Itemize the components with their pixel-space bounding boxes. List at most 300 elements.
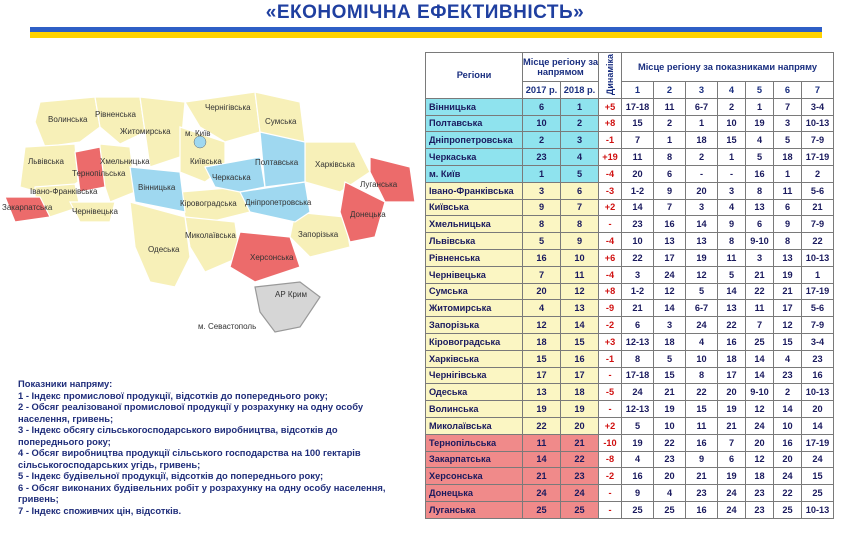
- indicator-cell: 11: [746, 300, 774, 317]
- page-title: «ЕКОНОМІЧНА ЕФЕКТИВНІСТЬ»: [265, 2, 585, 23]
- indicator-cell: 21: [746, 266, 774, 283]
- indicator-cell: 15: [622, 115, 654, 132]
- region-name-cell: Дніпропетровська: [426, 132, 523, 149]
- header-col-6: 6: [774, 82, 802, 99]
- indicator-cell: 8: [622, 350, 654, 367]
- indicator-cell: 21: [622, 300, 654, 317]
- indicator-cell: 3: [774, 115, 802, 132]
- indicator-cell: 7-9: [802, 216, 834, 233]
- indicator-cell: 23: [774, 367, 802, 384]
- table-row: [426, 468, 834, 485]
- indicator-cell: 12: [686, 266, 718, 283]
- region-name-cell: Вінницька: [426, 98, 523, 115]
- legend-item: 1 - Індекс промислової продукції, відсотків до попереднього року;: [18, 389, 328, 401]
- indicator-cell: 24: [802, 451, 834, 468]
- label-zhytomyrska: Житомирська: [120, 127, 171, 136]
- header-place: Місце регіону за напрямом: [523, 53, 599, 82]
- indicator-cell: 7-9: [802, 317, 834, 334]
- indicator-cell: 3-4: [802, 333, 834, 350]
- indicator-cell: 11: [718, 249, 746, 266]
- place-2017-cell: 18: [523, 333, 561, 350]
- indicator-cell: 9: [718, 216, 746, 233]
- place-2017-cell: 12: [523, 317, 561, 334]
- header-indicators: Місце регіону за показниками напряму: [622, 53, 834, 82]
- place-2018-cell: 7: [561, 199, 599, 216]
- label-lvivska: Львівська: [28, 157, 64, 166]
- indicator-cell: 8: [686, 367, 718, 384]
- indicator-cell: 12: [774, 317, 802, 334]
- indicator-cell: 10: [654, 417, 686, 434]
- indicator-cell: 12: [654, 283, 686, 300]
- table-row: [426, 182, 834, 199]
- region-name-cell: Одеська: [426, 384, 523, 401]
- indicator-cell: 8: [718, 233, 746, 250]
- indicator-cell: 17-18: [622, 98, 654, 115]
- region-name-cell: м. Київ: [426, 165, 523, 182]
- indicator-cell: 23: [654, 451, 686, 468]
- dynamics-cell: -9: [599, 300, 622, 317]
- header-col-4: 4: [718, 82, 746, 99]
- indicator-cell: 6: [622, 317, 654, 334]
- indicator-cell: 10-13: [802, 384, 834, 401]
- dynamics-cell: -: [599, 367, 622, 384]
- indicator-cell: 5: [718, 266, 746, 283]
- table-row: [426, 451, 834, 468]
- indicator-cell: 25: [802, 485, 834, 502]
- place-2017-cell: 21: [523, 468, 561, 485]
- indicator-cell: 11: [774, 182, 802, 199]
- indicator-cell: 10-13: [802, 501, 834, 518]
- indicator-cell: 17-18: [622, 367, 654, 384]
- indicator-cell: 9: [622, 485, 654, 502]
- indicator-cell: 1: [686, 115, 718, 132]
- place-2017-cell: 5: [523, 233, 561, 250]
- place-2017-cell: 19: [523, 401, 561, 418]
- header-dynamics: [599, 53, 622, 99]
- header-col-5: 5: [746, 82, 774, 99]
- table-row: [426, 283, 834, 300]
- indicator-cell: 6: [718, 451, 746, 468]
- indicator-cell: 20: [654, 468, 686, 485]
- indicator-cell: 9: [654, 182, 686, 199]
- region-name-cell: Миколаївська: [426, 417, 523, 434]
- label-ternopilska: Тернопільська: [72, 169, 126, 178]
- label-sevastopol: м. Севастополь: [198, 322, 257, 331]
- place-2018-cell: 3: [561, 132, 599, 149]
- table-row: [426, 417, 834, 434]
- indicator-cell: 5: [686, 283, 718, 300]
- place-2018-cell: 25: [561, 501, 599, 518]
- place-2018-cell: 17: [561, 367, 599, 384]
- place-2017-cell: 16: [523, 249, 561, 266]
- table-row: [426, 115, 834, 132]
- dynamics-cell: -4: [599, 266, 622, 283]
- indicator-cell: 5: [746, 149, 774, 166]
- region-name-cell: Житомирська: [426, 300, 523, 317]
- indicator-cell: 11: [654, 98, 686, 115]
- indicator-cell: 7: [718, 434, 746, 451]
- indicator-cell: 6-7: [686, 300, 718, 317]
- indicator-cell: 7-9: [802, 132, 834, 149]
- indicator-cell: 20: [622, 165, 654, 182]
- place-2018-cell: 22: [561, 451, 599, 468]
- place-2018-cell: 24: [561, 485, 599, 502]
- place-2017-cell: 3: [523, 182, 561, 199]
- indicator-cell: 14: [746, 350, 774, 367]
- region-name-cell: Львівська: [426, 233, 523, 250]
- indicator-cell: 16: [746, 165, 774, 182]
- indicator-cell: 10: [718, 115, 746, 132]
- indicator-cell: 13: [718, 300, 746, 317]
- region-name-cell: Харківська: [426, 350, 523, 367]
- indicator-cell: 5: [654, 350, 686, 367]
- indicator-cell: 1: [746, 98, 774, 115]
- table-row: [426, 98, 834, 115]
- indicator-cell: 1: [654, 132, 686, 149]
- label-volynska: Волинська: [48, 115, 88, 124]
- indicator-cell: 12: [746, 451, 774, 468]
- place-2017-cell: 22: [523, 417, 561, 434]
- place-2018-cell: 20: [561, 417, 599, 434]
- dynamics-cell: -: [599, 401, 622, 418]
- indicator-cell: 2: [654, 115, 686, 132]
- indicator-cell: 17-19: [802, 434, 834, 451]
- indicator-cell: 3: [746, 249, 774, 266]
- indicator-cell: 16: [686, 501, 718, 518]
- indicator-cell: 23: [746, 485, 774, 502]
- table-row: [426, 384, 834, 401]
- label-dnipro: Дніпропетровська: [245, 198, 312, 207]
- indicator-cell: 21: [718, 417, 746, 434]
- dynamics-cell: -: [599, 216, 622, 233]
- region-name-cell: Закарпатська: [426, 451, 523, 468]
- dynamics-cell: +6: [599, 249, 622, 266]
- label-zakarpatska: Закарпатська: [2, 203, 53, 212]
- indicator-cell: 17: [654, 249, 686, 266]
- label-rivnenska: Рівненська: [95, 110, 136, 119]
- indicator-cell: 2: [686, 149, 718, 166]
- dynamics-cell: -5: [599, 384, 622, 401]
- place-2017-cell: 23: [523, 149, 561, 166]
- table-row: [426, 317, 834, 334]
- indicator-cell: 11: [622, 149, 654, 166]
- indicator-cell: 16: [686, 434, 718, 451]
- indicator-cell: 16: [774, 434, 802, 451]
- indicator-cell: 1-2: [622, 182, 654, 199]
- label-crimea: АР Крим: [275, 290, 307, 299]
- place-2018-cell: 10: [561, 249, 599, 266]
- region-name-cell: Кіровоградська: [426, 333, 523, 350]
- indicator-cell: 17-19: [802, 283, 834, 300]
- indicator-cell: 25: [746, 333, 774, 350]
- place-2017-cell: 10: [523, 115, 561, 132]
- indicator-cell: 21: [774, 283, 802, 300]
- label-cherkaska: Черкаська: [212, 173, 251, 182]
- indicator-cell: 14: [686, 216, 718, 233]
- place-2017-cell: 25: [523, 501, 561, 518]
- indicator-cell: 23: [622, 216, 654, 233]
- ranking-table-body: [426, 98, 834, 518]
- indicator-cell: 14: [622, 199, 654, 216]
- indicator-cell: 12-13: [622, 333, 654, 350]
- region-name-cell: Хмельницька: [426, 216, 523, 233]
- indicator-cell: 2: [802, 165, 834, 182]
- indicator-cell: 3: [718, 182, 746, 199]
- indicator-cell: 10: [686, 350, 718, 367]
- place-2017-cell: 17: [523, 367, 561, 384]
- indicator-cell: 14: [718, 283, 746, 300]
- region-name-cell: Тернопільська: [426, 434, 523, 451]
- indicator-cell: 2: [774, 384, 802, 401]
- indicator-cell: 15: [654, 367, 686, 384]
- table-row: [426, 434, 834, 451]
- dynamics-cell: +2: [599, 199, 622, 216]
- indicator-cell: 6: [774, 199, 802, 216]
- indicator-cell: 8: [774, 233, 802, 250]
- place-2017-cell: 8: [523, 216, 561, 233]
- indicator-cell: 4: [746, 132, 774, 149]
- indicator-cell: 25: [654, 501, 686, 518]
- region-rivnenska[interactable]: [95, 97, 145, 144]
- indicator-cell: 14: [802, 417, 834, 434]
- indicator-cell: 18: [654, 333, 686, 350]
- flag-stripe-yellow: [30, 32, 822, 38]
- label-donetska: Донецька: [350, 210, 386, 219]
- dynamics-cell: -4: [599, 233, 622, 250]
- legend-item: 3 - Індекс обсягу сільськогосподарського виробництва, відсотків до попереднього року;: [18, 424, 338, 447]
- indicator-cell: 1-2: [622, 283, 654, 300]
- place-2018-cell: 14: [561, 317, 599, 334]
- indicator-cell: 5: [774, 132, 802, 149]
- label-odeska: Одеська: [148, 245, 180, 254]
- place-2018-cell: 16: [561, 350, 599, 367]
- region-name-cell: Запорізька: [426, 317, 523, 334]
- indicator-cell: 24: [654, 266, 686, 283]
- label-kyiv-city: м. Київ: [185, 129, 211, 138]
- table-row: [426, 149, 834, 166]
- region-name-cell: Івано-Франківська: [426, 182, 523, 199]
- indicator-cell: 13: [746, 199, 774, 216]
- indicator-cell: 1: [802, 266, 834, 283]
- place-2017-cell: 1: [523, 165, 561, 182]
- indicator-cell: 8: [654, 149, 686, 166]
- header-col-3: 3: [686, 82, 718, 99]
- region-name-cell: Чернівецька: [426, 266, 523, 283]
- label-khmelnytska: Хмельницька: [100, 157, 150, 166]
- dynamics-cell: -10: [599, 434, 622, 451]
- place-2018-cell: 5: [561, 165, 599, 182]
- place-2017-cell: 6: [523, 98, 561, 115]
- place-2018-cell: 9: [561, 233, 599, 250]
- indicator-cell: 14: [746, 367, 774, 384]
- legend-item: 4 - Обсяг виробництва продукції сільського господарства на 100 гектарів сільськогосподарських угідь, гривень;: [18, 447, 361, 470]
- indicator-cell: 19: [718, 401, 746, 418]
- place-2018-cell: 21: [561, 434, 599, 451]
- label-vinnytska: Вінницька: [138, 183, 176, 192]
- table-row: [426, 199, 834, 216]
- indicator-cell: 15: [686, 401, 718, 418]
- dynamics-cell: +5: [599, 98, 622, 115]
- place-2018-cell: 11: [561, 266, 599, 283]
- dynamics-cell: +2: [599, 417, 622, 434]
- indicator-cell: 19: [774, 266, 802, 283]
- label-zaporizka: Запорізька: [298, 230, 339, 239]
- place-2017-cell: 13: [523, 384, 561, 401]
- dynamics-cell: -: [599, 501, 622, 518]
- dynamics-cell: -1: [599, 350, 622, 367]
- table-row: [426, 333, 834, 350]
- indicator-cell: 18: [686, 132, 718, 149]
- label-chernivetska: Чернівецька: [72, 207, 118, 216]
- indicator-cell: 22: [802, 233, 834, 250]
- dynamics-cell: -4: [599, 165, 622, 182]
- indicator-cell: 7: [774, 98, 802, 115]
- ukraine-map-svg: [0, 72, 420, 342]
- dynamics-cell: +19: [599, 149, 622, 166]
- label-khersonska: Херсонська: [250, 253, 294, 262]
- indicator-cell: 18: [746, 468, 774, 485]
- indicator-cell: 13: [774, 249, 802, 266]
- place-2017-cell: 11: [523, 434, 561, 451]
- indicator-cell: 18: [774, 149, 802, 166]
- indicator-cell: 15: [802, 468, 834, 485]
- table-row: [426, 249, 834, 266]
- table-row: [426, 233, 834, 250]
- label-kharkivska: Харківська: [315, 160, 355, 169]
- indicator-cell: 3: [686, 199, 718, 216]
- indicator-cell: 3: [622, 266, 654, 283]
- region-name-cell: Полтавська: [426, 115, 523, 132]
- indicator-cell: 3: [654, 317, 686, 334]
- place-2018-cell: 2: [561, 115, 599, 132]
- place-2017-cell: 15: [523, 350, 561, 367]
- table-row: [426, 300, 834, 317]
- region-name-cell: Рівненська: [426, 249, 523, 266]
- label-kyivska: Київська: [190, 157, 222, 166]
- label-poltavska: Полтавська: [255, 158, 299, 167]
- indicator-cell: 14: [654, 300, 686, 317]
- indicator-cell: 21: [802, 199, 834, 216]
- indicator-cell: 4: [774, 350, 802, 367]
- indicator-cell: 15: [774, 333, 802, 350]
- indicator-cell: 11: [686, 417, 718, 434]
- indicator-cell: 20: [686, 182, 718, 199]
- place-2017-cell: 20: [523, 283, 561, 300]
- indicator-cell: 5: [622, 417, 654, 434]
- place-2018-cell: 19: [561, 401, 599, 418]
- table-row: [426, 132, 834, 149]
- dynamics-cell: +3: [599, 333, 622, 350]
- indicator-cell: 4: [718, 199, 746, 216]
- indicator-cell: 19: [686, 249, 718, 266]
- region-name-cell: Черкаська: [426, 149, 523, 166]
- ukraine-map: [0, 72, 420, 342]
- indicator-cell: 20: [718, 384, 746, 401]
- indicator-cell: 6: [654, 165, 686, 182]
- place-2018-cell: 23: [561, 468, 599, 485]
- indicator-cell: 10: [622, 233, 654, 250]
- indicator-cell: 8: [746, 182, 774, 199]
- indicator-cell: 18: [718, 350, 746, 367]
- table-row: [426, 485, 834, 502]
- indicator-cell: 17: [718, 367, 746, 384]
- indicator-cell: 7: [654, 199, 686, 216]
- indicator-cell: 10-13: [802, 249, 834, 266]
- indicator-cell: 22: [654, 434, 686, 451]
- indicator-cell: -: [718, 165, 746, 182]
- indicator-cell: 24: [718, 485, 746, 502]
- indicator-cell: 25: [774, 501, 802, 518]
- indicator-cell: 23: [802, 350, 834, 367]
- place-2018-cell: 13: [561, 300, 599, 317]
- place-2017-cell: 14: [523, 451, 561, 468]
- indicator-cell: 21: [654, 384, 686, 401]
- region-name-cell: Чернігівська: [426, 367, 523, 384]
- indicator-cell: 1: [718, 149, 746, 166]
- indicator-cell: 22: [718, 317, 746, 334]
- table-row: [426, 216, 834, 233]
- label-chernihivska: Чернігівська: [205, 103, 251, 112]
- indicator-cell: 25: [622, 501, 654, 518]
- place-2018-cell: 15: [561, 333, 599, 350]
- label-kirovohradska: Кіровоградська: [180, 199, 237, 208]
- indicator-cell: 24: [686, 317, 718, 334]
- indicator-cell: 17-19: [802, 149, 834, 166]
- dynamics-cell: -1: [599, 132, 622, 149]
- indicator-cell: 24: [774, 468, 802, 485]
- region-name-cell: Луганська: [426, 501, 523, 518]
- indicator-cell: 5-6: [802, 182, 834, 199]
- dynamics-cell: +8: [599, 283, 622, 300]
- indicator-cell: 6: [746, 216, 774, 233]
- indicator-cell: 9-10: [746, 233, 774, 250]
- dynamics-cell: -: [599, 485, 622, 502]
- indicator-cell: 17: [774, 300, 802, 317]
- indicator-cell: 20: [746, 434, 774, 451]
- region-name-cell: Донецька: [426, 485, 523, 502]
- legend-item: 5 - Індекс будівельної продукції, відсотків до попереднього року;: [18, 470, 324, 481]
- indicator-cell: -: [686, 165, 718, 182]
- indicator-cell: 4: [686, 333, 718, 350]
- region-name-cell: Херсонська: [426, 468, 523, 485]
- place-2018-cell: 6: [561, 182, 599, 199]
- dynamics-cell: -2: [599, 317, 622, 334]
- indicator-cell: 21: [686, 468, 718, 485]
- indicator-cell: 24: [718, 501, 746, 518]
- indicator-cell: 20: [774, 451, 802, 468]
- place-2017-cell: 7: [523, 266, 561, 283]
- dynamics-cell: +8: [599, 115, 622, 132]
- indicator-cell: 23: [746, 501, 774, 518]
- place-2017-cell: 24: [523, 485, 561, 502]
- place-2017-cell: 4: [523, 300, 561, 317]
- dynamics-cell: -3: [599, 182, 622, 199]
- place-2017-cell: 2: [523, 132, 561, 149]
- label-ivano: Івано-Франківська: [30, 187, 98, 196]
- legend-item: 2 - Обсяг реалізованої промислової продукції у розрахунку на одну особу населення, гривень;: [18, 401, 364, 424]
- ranking-table: [425, 52, 834, 519]
- indicator-cell: 12: [746, 401, 774, 418]
- header-2017: 2017 р.: [523, 82, 561, 99]
- indicator-cell: 19: [622, 434, 654, 451]
- indicator-cell: 16: [622, 468, 654, 485]
- legend-item: 7 - Індекс споживчих цін, відсотків.: [18, 504, 182, 516]
- indicator-cell: 16: [718, 333, 746, 350]
- indicator-cell: 14: [774, 401, 802, 418]
- table-row: [426, 367, 834, 384]
- indicator-cell: 10-13: [802, 115, 834, 132]
- indicator-cell: 1: [774, 165, 802, 182]
